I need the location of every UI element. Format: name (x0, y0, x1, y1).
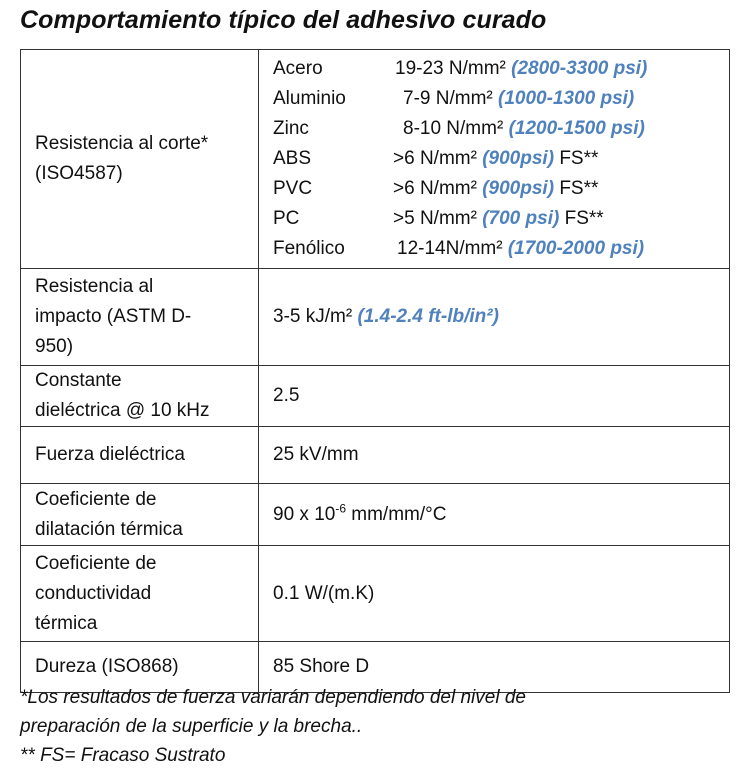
label-line: dilatación térmica (35, 518, 183, 540)
label-line: 950) (35, 336, 74, 357)
material-name: ABS (273, 148, 312, 169)
label-line: térmica (35, 612, 98, 634)
material-row (273, 114, 729, 144)
value-exponent: -6 (335, 501, 346, 516)
impact-strength-label (21, 269, 259, 366)
dielectric-constant-value: 2.5 (259, 366, 730, 427)
material-value: >5 N/mm² (700 psi) FS** (393, 208, 604, 229)
label-line: dieléctrica @ 10 kHz (35, 400, 210, 421)
label-line: (ISO4587) (35, 163, 123, 184)
material-row (273, 54, 729, 84)
footnote-line: preparación de la superficie y la brecha.. (20, 716, 363, 737)
table-row-dielectric-constant (21, 366, 730, 427)
imperial-value: (1.4-2.4 ft-lb/in²) (357, 306, 499, 327)
material-row (273, 84, 729, 114)
material-name: Zinc (273, 118, 309, 139)
material-name: Acero (273, 58, 323, 79)
thermal-conductivity-value: 0.1 W/(m.K) (259, 546, 730, 642)
substrate-failure-mark: FS** (559, 148, 599, 169)
material-value: 8-10 N/mm² (1200-1500 psi) (403, 118, 645, 139)
value-unit: mm/mm/°C (346, 503, 447, 525)
value-base: 90 x 10 (273, 503, 336, 525)
properties-table (20, 49, 730, 693)
material-name: PC (273, 208, 300, 229)
label-line: Resistencia al (35, 276, 154, 297)
dielectric-strength-label: Fuerza dieléctrica (21, 427, 259, 484)
thermal-expansion-value (259, 484, 730, 546)
hardness-label: Dureza (ISO868) (21, 642, 259, 693)
footnote-line: ** FS= Fracaso Sustrato (20, 745, 226, 766)
imperial-value: (2800-3300 psi) (511, 58, 648, 79)
material-row (273, 144, 729, 174)
cell-value: 3-5 kJ/m² (273, 306, 353, 327)
impact-strength-value (259, 269, 730, 366)
imperial-value: (900psi) (482, 178, 555, 199)
shear-strength-values (259, 50, 730, 269)
imperial-value: (700 psi) (482, 208, 560, 229)
table-row-thermal-conductivity (21, 546, 730, 642)
dielectric-constant-label (21, 366, 259, 427)
substrate-failure-mark: FS** (564, 208, 604, 229)
thermal-conductivity-label (21, 546, 259, 642)
footnotes (20, 683, 740, 770)
material-name: Fenólico (273, 238, 345, 259)
table-row-dielectric-strength (21, 427, 730, 484)
label-line: Resistencia al corte* (35, 133, 209, 154)
material-row (273, 174, 729, 204)
material-value: >6 N/mm² (900psi) FS** (393, 148, 599, 169)
imperial-value: (1000-1300 psi) (498, 88, 635, 109)
label-line: conductividad (35, 582, 152, 604)
substrate-failure-mark: FS** (559, 178, 599, 199)
material-value: >6 N/mm² (900psi) FS** (393, 178, 599, 199)
label-line: impacto (ASTM D- (35, 306, 192, 327)
material-row (273, 204, 729, 234)
material-name: Aluminio (273, 88, 346, 109)
label-line: Coeficiente de (35, 552, 157, 574)
table-row-impact-strength (21, 269, 730, 366)
document-title: Comportamiento típico del adhesivo curado (20, 6, 547, 34)
shear-strength-label (21, 50, 259, 269)
imperial-value: (1200-1500 psi) (508, 118, 645, 139)
table-row-thermal-expansion (21, 484, 730, 546)
table-row-shear-strength (21, 50, 730, 269)
material-value: 12-14N/mm² (1700-2000 psi) (397, 238, 645, 259)
material-value: 7-9 N/mm² (1000-1300 psi) (403, 88, 635, 109)
imperial-value: (1700-2000 psi) (507, 238, 645, 259)
label-line: Coeficiente de (35, 488, 157, 510)
dielectric-strength-value: 25 kV/mm (259, 427, 730, 484)
material-value: 19-23 N/mm² (2800-3300 psi) (395, 58, 648, 79)
footnote-line: *Los resultados de fuerza variarán dependiendo del nivel de (20, 687, 526, 708)
hardness-value: 85 Shore D (259, 642, 730, 693)
label-line: Constante (35, 370, 122, 391)
thermal-expansion-label (21, 484, 259, 546)
imperial-value: (900psi) (482, 148, 555, 169)
material-name: PVC (273, 178, 313, 199)
material-row (273, 234, 729, 264)
